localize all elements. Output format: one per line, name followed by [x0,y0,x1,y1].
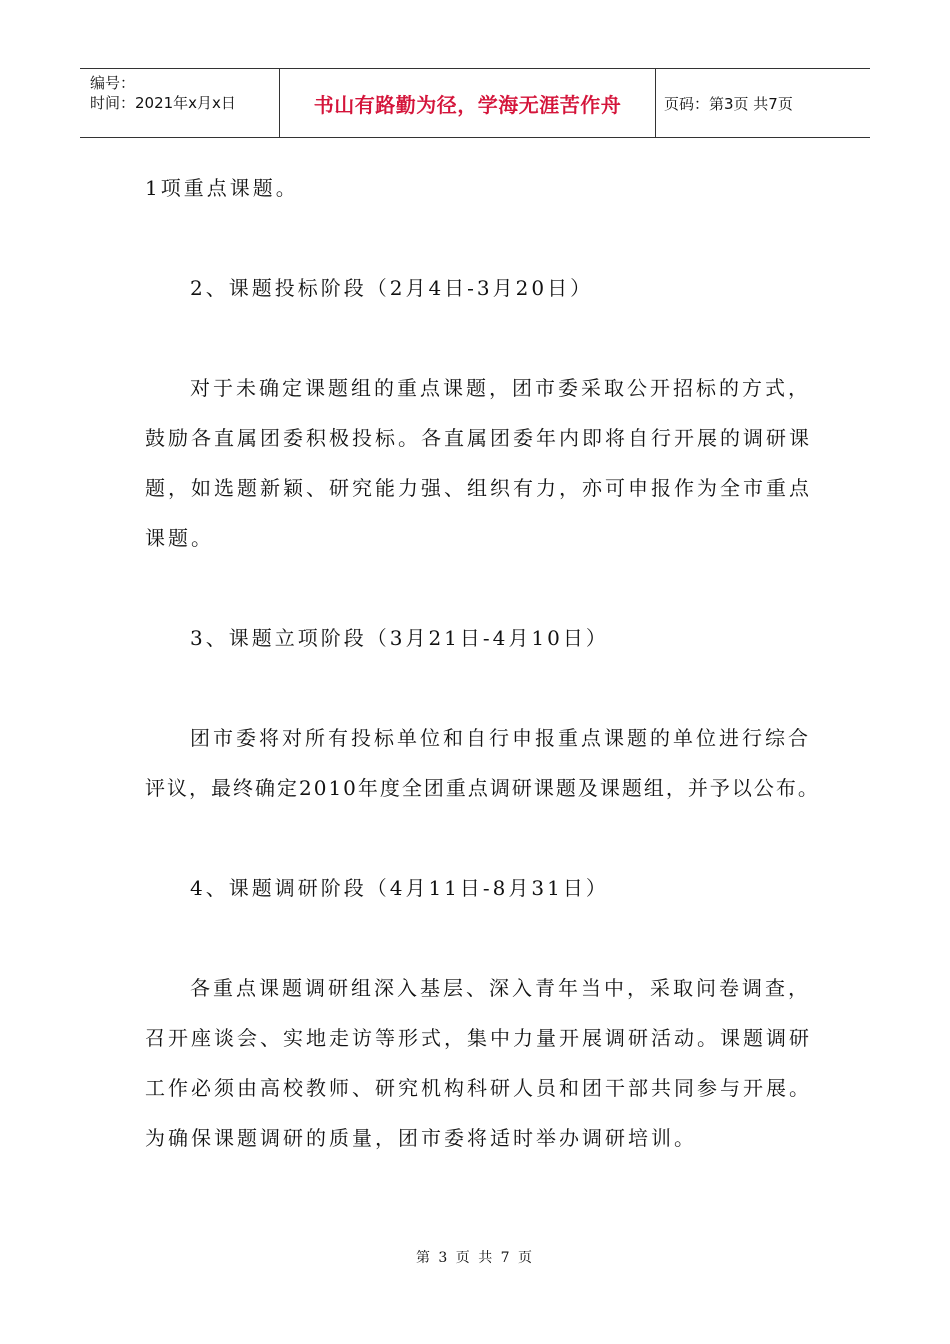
page-header [80,68,870,138]
header-motto: 书山有路勤为径，学海无涯苦作舟 [280,69,656,137]
text-line: 工作必须由高校教师、研究机构科研人员和团干部共同参与开展。 [145,1076,812,1100]
text-line: 对于未确定课题组的重点课题，团市委采取公开招标的方式， [190,376,811,400]
text-line: 评议，最终确定2010年度全团重点调研课题及课题组，并予以公布。 [145,776,820,800]
text-line: 团市委将对所有投标单位和自行申报重点课题的单位进行综合 [190,726,811,750]
text-line: 为确保课题调研的质量，团市委将适时举办调研培训。 [145,1126,697,1150]
text-line: 课题。 [145,526,214,550]
text-line: 1项重点课题。 [145,176,299,200]
time-label: 时间：2021年x月x日 [90,94,236,112]
text-line: 召开座谈会、实地走访等形式，集中力量开展调研活动。课题调研 [145,1026,812,1050]
number-label: 编号： [90,74,136,92]
header-page-info: 页码：第3页 共7页 [664,94,793,113]
section-heading: 3、课题立项阶段（3月21日-4月10日） [190,626,609,650]
section-heading: 4、课题调研阶段（4月11日-8月31日） [190,876,609,900]
header-meta [80,69,280,137]
text-line: 鼓励各直属团委积极投标。各直属团委年内即将自行开展的调研课 [145,426,812,450]
page-footer: 第 3 页 共 7 页 [415,1250,535,1266]
text-line: 题，如选题新颖、研究能力强、组织有力，亦可申报作为全市重点 [145,476,812,500]
section-heading: 2、课题投标阶段（2月4日-3月20日） [190,276,594,300]
text-line: 各重点课题调研组深入基层、深入青年当中，采取问卷调查， [190,976,811,1000]
